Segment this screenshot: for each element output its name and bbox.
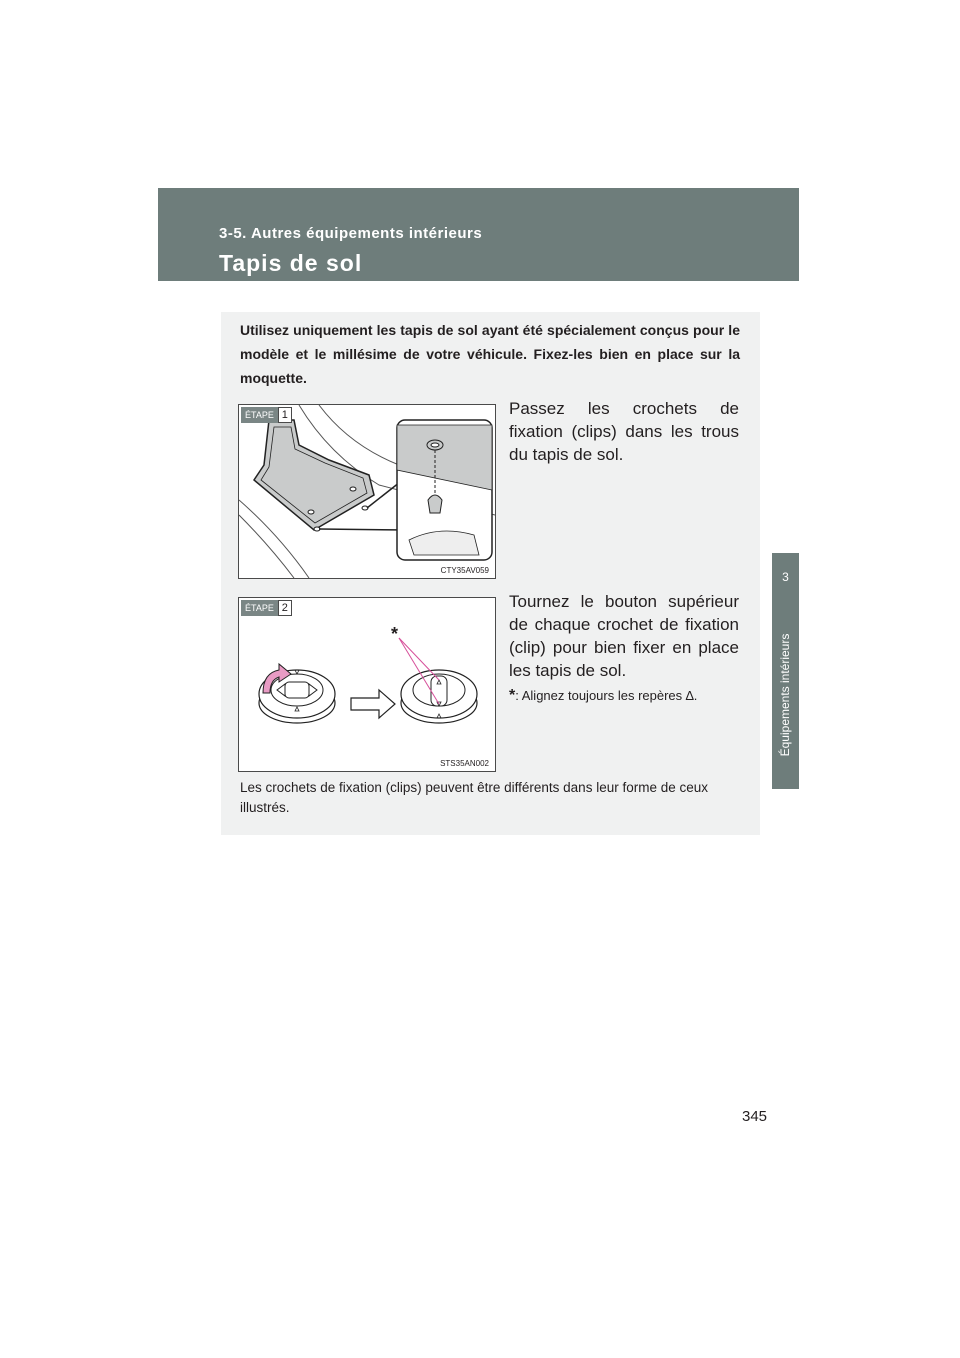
- chapter-tab-number: 3: [772, 553, 799, 601]
- step-1-figure-code: CTY35AV059: [440, 566, 489, 575]
- hook-rotation-illustration: [239, 598, 495, 771]
- step-1-badge-word: ÉTAPE: [241, 407, 278, 423]
- step-1-text: Passez les crochets de fixation (clips) dans les trous du tapis de sol.: [509, 399, 739, 464]
- footnote-text: : Alignez toujours les repères ∆.: [515, 688, 698, 703]
- page-title: Tapis de sol: [219, 250, 363, 276]
- step-2-figure-code: STS35AN002: [440, 759, 489, 768]
- step-1-badge: [241, 407, 292, 423]
- floor-mat-hook-illustration: [239, 405, 495, 578]
- page-number: 345: [742, 1108, 768, 1125]
- chapter-tab: [772, 601, 799, 789]
- section-label: 3-5. Autres équipements intérieurs: [219, 225, 483, 242]
- step-2-badge-word: ÉTAPE: [241, 600, 278, 616]
- step-2-text: Tournez le bouton supérieur de chaque crochet de fixation (clip) pour bien fixer en place les tapis de sol.: [509, 592, 739, 680]
- footnote: [509, 686, 744, 706]
- note-paragraph: Les crochets de fixation (clips) peuvent être différents dans leur forme de ceux illustrés.: [240, 780, 708, 815]
- step-2-badge-number: 2: [278, 600, 292, 616]
- step-2-badge: [241, 600, 292, 616]
- intro-paragraph: Utilisez uniquement les tapis de sol ayant été spécialement conçus pour le modèle et le millésime de votre véhicule. Fixez-les bien en place sur la moquette.: [240, 322, 740, 386]
- footnote-marker: *: [509, 687, 516, 704]
- chapter-tab-label: Équipements intérieurs: [778, 633, 792, 757]
- step-2-figure: [238, 597, 496, 772]
- figure-asterisk: *: [391, 624, 399, 644]
- step-1-badge-number: 1: [278, 407, 292, 423]
- step-1-figure: [238, 404, 496, 579]
